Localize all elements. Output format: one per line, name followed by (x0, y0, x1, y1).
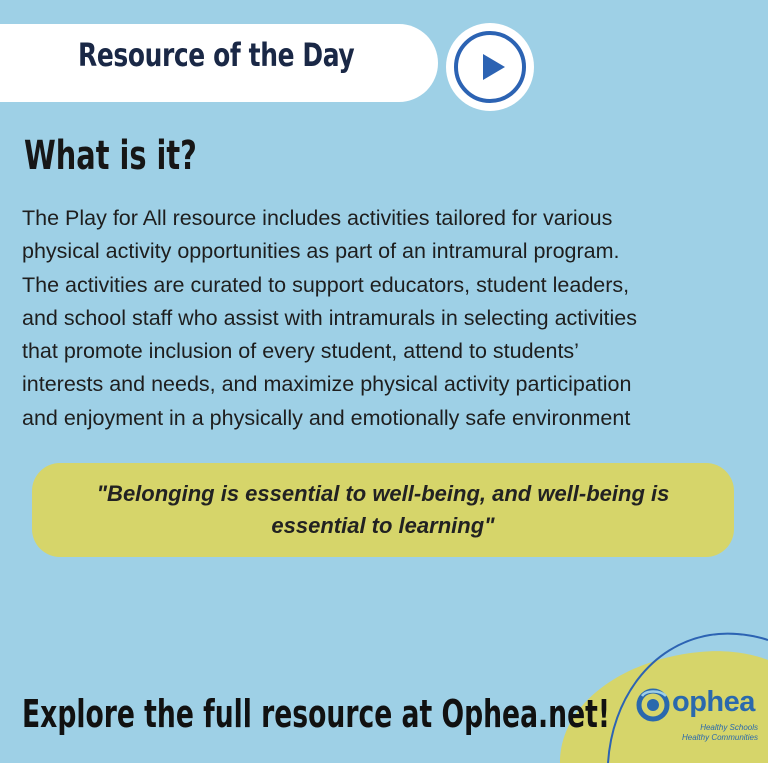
description-line: and school staff who assist with intramurals in selecting activities (22, 305, 638, 330)
logo-wordmark: ophea (672, 686, 755, 718)
ophea-logo-mark-icon (636, 688, 672, 722)
description-line: physical activity opportunities as part of an intramural program. (22, 239, 620, 264)
quote-box (32, 463, 734, 557)
description-line: The Play for All resource includes activities tailored for various (22, 206, 613, 230)
ophea-logo[interactable] (636, 686, 758, 750)
logo-tagline: Healthy Schools (700, 723, 758, 732)
quote-line: "Belonging is essential to well-being, and well-being is (96, 481, 670, 506)
description-line: The activities are curated to support educators, student leaders, (22, 272, 630, 297)
section-heading: What is it? (24, 133, 197, 179)
play-button[interactable] (446, 23, 534, 111)
header-title: Resource of the Day (78, 36, 355, 74)
description-text (22, 202, 762, 435)
call-to-action: Explore the full resource at Ophea.net! (22, 692, 610, 736)
play-icon (450, 27, 530, 107)
quote-line: essential to learning" (271, 513, 495, 538)
logo-tagline: Healthy Communities (681, 733, 758, 742)
description-line: and enjoyment in a physically and emotionally safe environment (22, 405, 631, 430)
description-line: interests and needs, and maximize physical activity participation (22, 372, 632, 397)
description-line: that promote inclusion of every student, attend to students’ (22, 339, 579, 364)
